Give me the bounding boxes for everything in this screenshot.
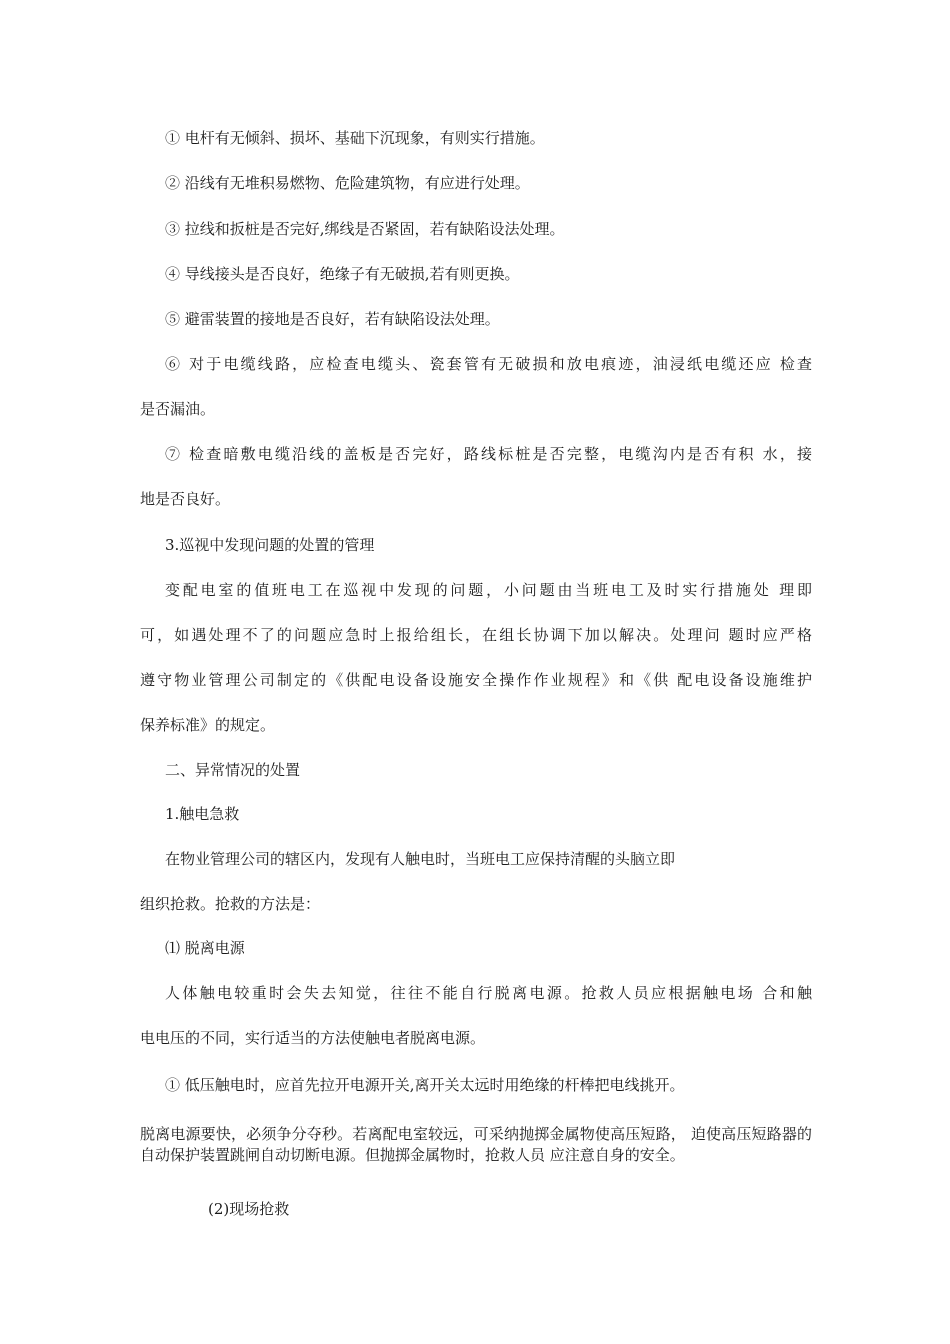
inspection-item-5: ⑤ 避雷装置的接地是否良好，若有缺陷设法处理。	[165, 310, 500, 328]
step-1-title: ⑴ 脱离电源	[165, 939, 245, 957]
section-3-para-line-4: 保养标准》的规定。	[140, 716, 276, 734]
subsection-1-title: 1.触电急救	[165, 805, 240, 823]
step-1-para-line-1: 人体触电较重时会失去知觉，往往不能自行脱离电源。抢救人员应根据触电场 合和触	[165, 984, 812, 1002]
inspection-item-7-line-2: 地是否良好。	[140, 490, 231, 508]
section-3-para-line-3: 遵守物业管理公司制定的《供配电设备设施安全操作作业规程》和《供 配电设备设施维护	[140, 671, 812, 689]
section-3-title: 3.巡视中发现问题的处置的管理	[165, 536, 375, 554]
part-2-title: 二、异常情况的处置	[165, 761, 301, 779]
inspection-item-1: ① 电杆有无倾斜、损坏、基础下沉现象，有则实行措施。	[165, 129, 545, 147]
step-2-title: (2)现场抢救	[208, 1200, 290, 1218]
inspection-item-2: ② 沿线有无堆积易燃物、危险建筑物，有应进行处理。	[165, 174, 530, 192]
inspection-item-7-line-1: ⑦ 检查暗敷电缆沿线的盖板是否完好，路线标桩是否完整，电缆沟内是否有积 水，接	[165, 445, 812, 463]
inspection-item-4: ④ 导线接头是否良好，绝缘子有无破损,若有则更换。	[165, 265, 520, 283]
inspection-item-3: ③ 拉线和扳桩是否完好,绑线是否紧固，若有缺陷设法处理。	[165, 220, 565, 238]
inspection-item-6-line-2: 是否漏油。	[140, 400, 216, 418]
section-3-para-line-1: 变配电室的值班电工在巡视中发现的问题，小问题由当班电工及时实行措施处 理即	[165, 581, 812, 599]
section-3-para-line-2: 可，如遇处理不了的问题应急时上报给组长，在组长协调下加以解决。处理问 题时应严格	[140, 626, 812, 644]
inspection-item-6-line-1: ⑥ 对于电缆线路，应检查电缆头、瓷套管有无破损和放电痕迹，油浸纸电缆还应 检查	[165, 355, 812, 373]
rescue-intro-line-2: 组织抢救。抢救的方法是：	[140, 895, 321, 913]
rescue-intro-line-1: 在物业管理公司的辖区内，发现有人触电时，当班电工应保持清醒的头脑立即	[165, 850, 676, 868]
step-1-para-line-2: 电电压的不同，实行适当的方法使触电者脱离电源。	[140, 1029, 486, 1047]
detach-power-paragraph: 脱离电源要快，必须争分夺秒。若离配电室较远，可采纳抛掷金属物使高压短路， 迫使高压短路器的自动保护装置跳闸自动切断电源。但抛掷金属物时，抢救人员 应注意自身的安全。	[140, 1125, 812, 1164]
low-voltage-instruction: ① 低压触电时，应首先拉开电源开关,离开关太远时用绝缘的杆棒把电线挑开。	[165, 1076, 685, 1094]
